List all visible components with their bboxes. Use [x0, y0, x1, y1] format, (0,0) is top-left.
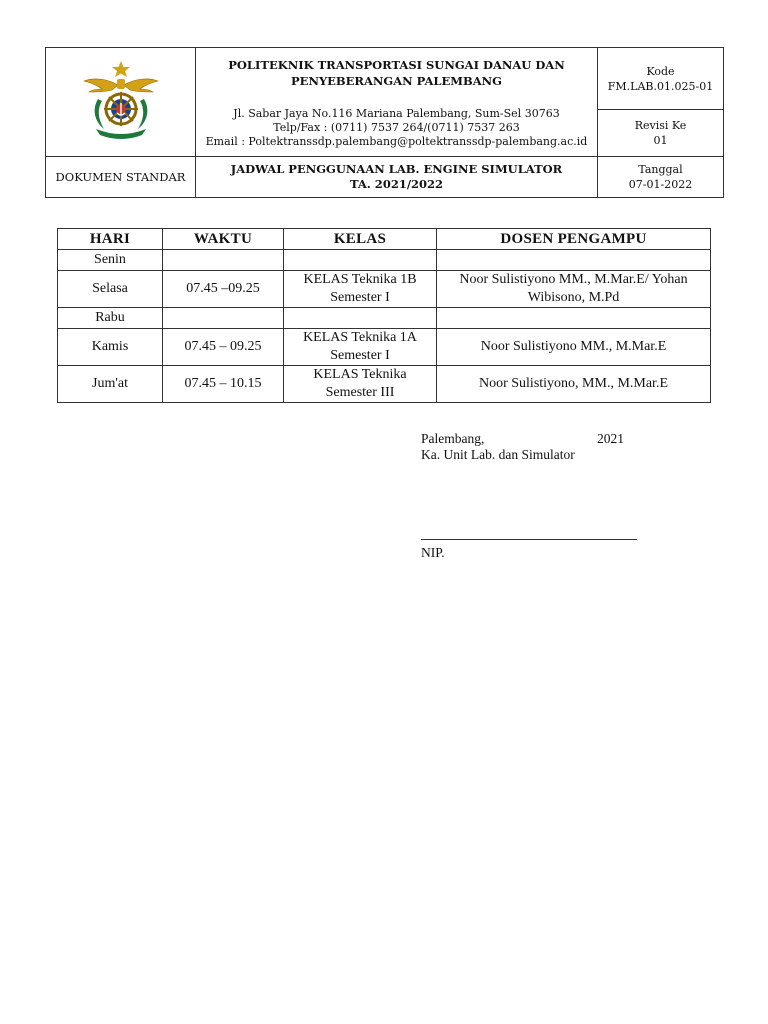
cell-kelas	[284, 250, 437, 271]
cell-dosen: Noor Sulistiyono, MM., M.Mar.E	[437, 366, 711, 403]
table-row	[58, 329, 711, 366]
cell-waktu: 07.45 – 10.15	[163, 366, 284, 403]
schedule-table	[57, 228, 711, 403]
kode-label: Kode	[646, 64, 675, 78]
cell-waktu: 07.45 –09.25	[163, 271, 284, 308]
signature-year: 2021	[597, 431, 624, 446]
cell-hari: Jum'at	[58, 366, 163, 403]
cell-hari: Senin	[58, 250, 163, 271]
cell-dosen	[437, 308, 711, 329]
institution-logo	[80, 59, 162, 141]
cell-hari: Kamis	[58, 329, 163, 366]
institution-address: Jl. Sabar Jaya No.116 Mariana Palembang, Sum-Sel 30763 Telp/Fax : (0711) 7537 264/(0711) 7537 263 Email : Poltektranssdp.palembang@poltektranssdp-palembang.ac.id	[205, 107, 588, 148]
cell-dosen	[437, 250, 711, 271]
cell-waktu	[163, 250, 284, 271]
document-title: JADWAL PENGGUNAAN LAB. ENGINE SIMULATOR TA. 2021/2022	[196, 157, 598, 198]
document-type: DOKUMEN STANDAR	[46, 157, 196, 198]
cell-kelas	[284, 308, 437, 329]
kode-cell	[598, 48, 724, 110]
ribbon-icon	[96, 129, 146, 139]
revisi-label: Revisi Ke	[634, 119, 687, 132]
cell-kelas: KELAS Teknika 1A Semester I	[284, 329, 437, 366]
revisi-cell	[598, 110, 724, 157]
cell-hari: Rabu	[58, 308, 163, 329]
column-header-hari: HARI	[58, 229, 163, 250]
tanggal-value: 07-01-2022	[628, 178, 693, 191]
logo-cell	[46, 48, 196, 157]
column-header-kelas: KELAS	[284, 229, 437, 250]
cell-waktu	[163, 308, 284, 329]
cell-kelas: KELAS Teknika 1B Semester I	[284, 271, 437, 308]
cell-waktu: 07.45 – 09.25	[163, 329, 284, 366]
cell-kelas: KELAS Teknika Semester III	[284, 366, 437, 403]
star-icon	[112, 61, 130, 77]
signature-position: Ka. Unit Lab. dan Simulator	[421, 447, 575, 462]
table-row	[58, 308, 711, 329]
nip-label: NIP.	[421, 545, 445, 560]
table-row	[58, 366, 711, 403]
cell-dosen: Noor Sulistiyono MM., M.Mar.E	[437, 329, 711, 366]
right-wing-icon	[124, 79, 158, 92]
tanggal-label: Tanggal	[638, 163, 683, 176]
institution-info	[196, 48, 598, 157]
signature-place: Palembang,	[421, 431, 485, 446]
signature-line	[421, 539, 637, 540]
tanggal-cell	[598, 157, 724, 198]
document-header	[45, 47, 724, 198]
table-row	[58, 250, 711, 271]
cell-dosen: Noor Sulistiyono MM., M.Mar.E/ Yohan Wibisono, M.Pd	[437, 271, 711, 308]
cell-hari: Selasa	[58, 271, 163, 308]
kode-value: FM.LAB.01.025-01	[607, 79, 714, 93]
column-header-dosen: DOSEN PENGAMPU	[437, 229, 711, 250]
table-row	[58, 271, 711, 308]
left-laurel-icon	[94, 99, 103, 129]
right-laurel-icon	[138, 99, 147, 129]
revisi-value: 01	[653, 134, 668, 147]
institution-name: POLITEKNIK TRANSPORTASI SUNGAI DANAU DAN PENYEBERANGAN PALEMBANG	[228, 58, 565, 88]
left-wing-icon	[84, 79, 118, 92]
column-header-waktu: WAKTU	[163, 229, 284, 250]
